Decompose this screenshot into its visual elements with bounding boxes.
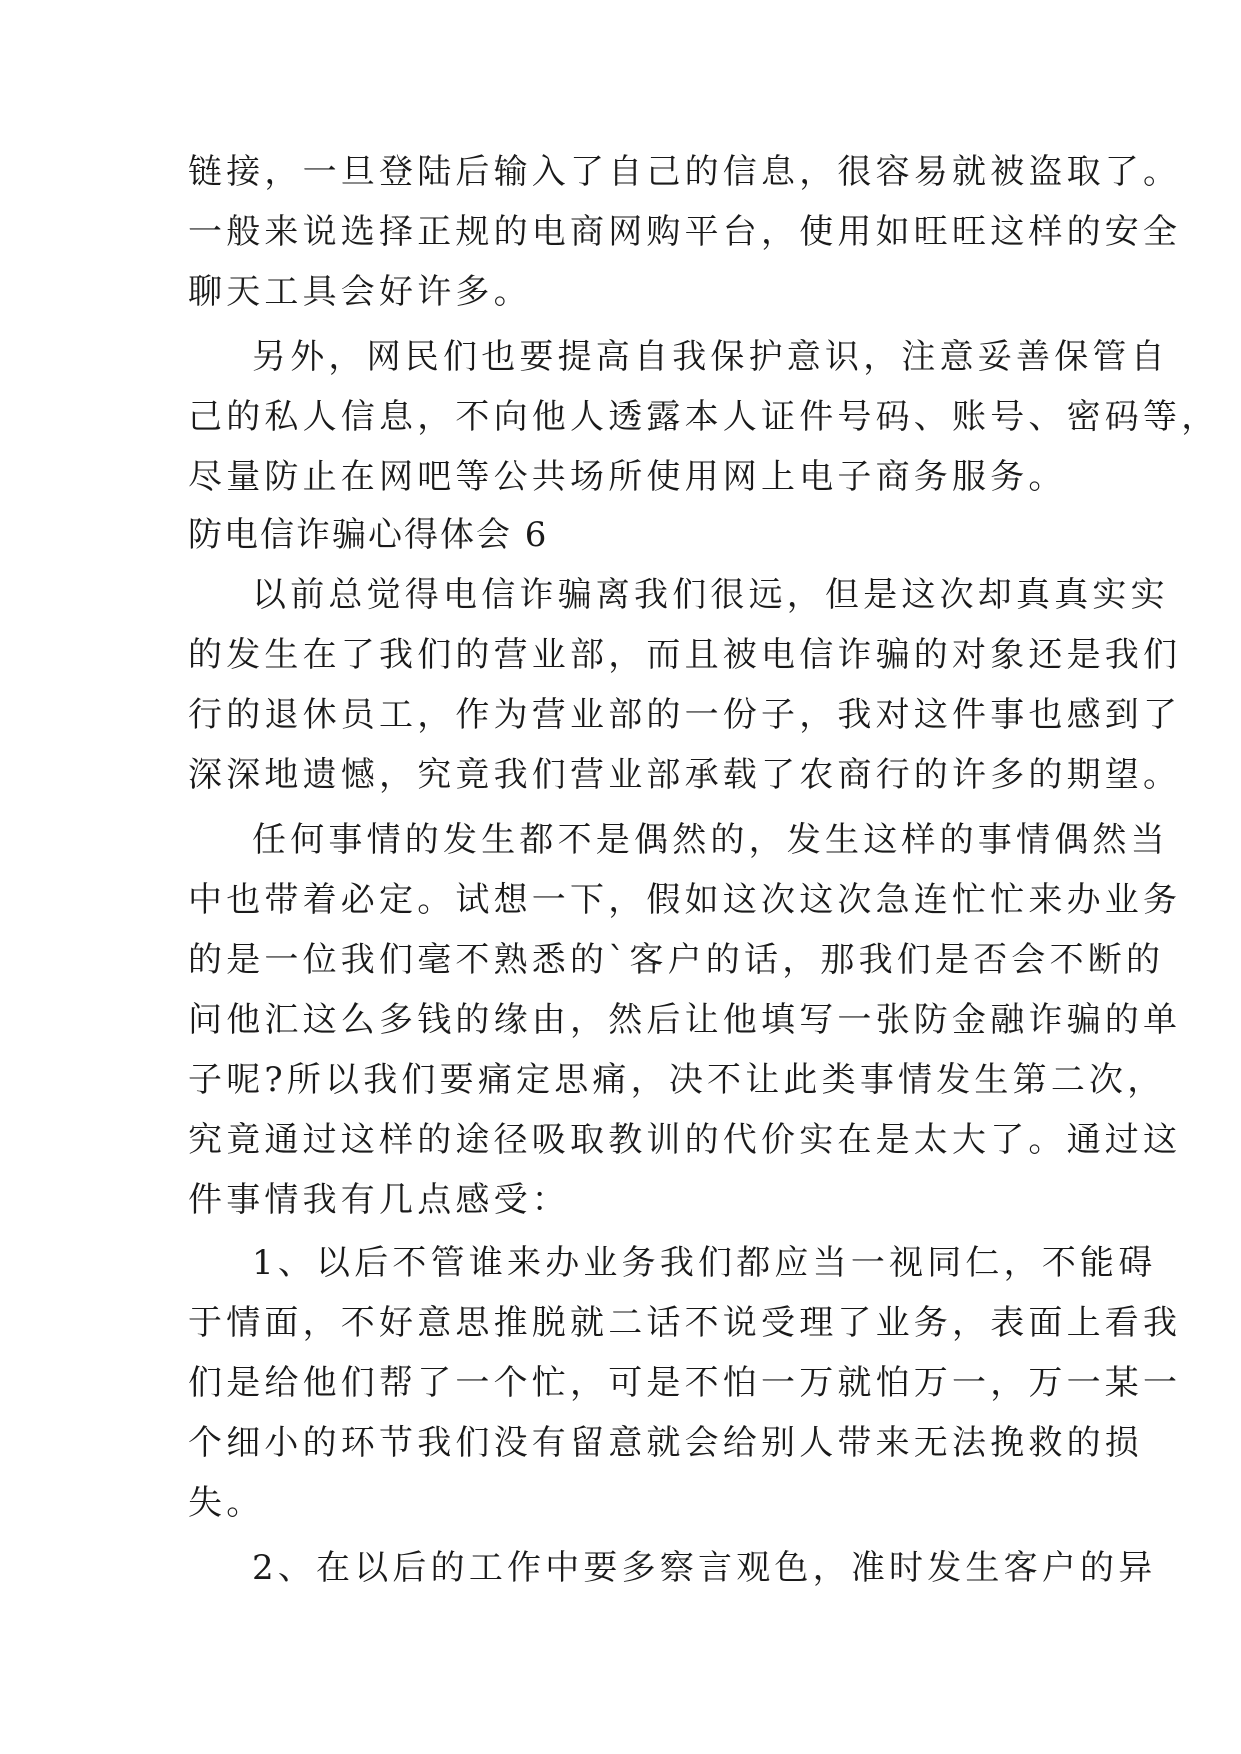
text-line: 聊天工具会好许多。 (188, 272, 532, 312)
text-line: 的是一位我们毫不熟悉的`客户的话，那我们是否会不断的 (188, 940, 1165, 980)
text-line: 个细小的环节我们没有留意就会给别人带来无法挽救的损 (188, 1423, 1143, 1463)
text-line: 以前总觉得电信诈骗离我们很远，但是这次却真真实实 (252, 575, 1169, 615)
text-line: 链接，一旦登陆后输入了自己的信息，很容易就被盗取了。 (188, 152, 1182, 192)
text-line: 另外，网民们也要提高自我保护意识，注意妥善保管自 (252, 337, 1169, 377)
text-line: 究竟通过这样的途径吸取教训的代价实在是太大了。通过这 (188, 1120, 1182, 1160)
text-line: 1、以后不管谁来办业务我们都应当一视同仁，不能碍 (252, 1243, 1157, 1283)
text-line: 中也带着必定。试想一下，假如这次这次急连忙忙来办业务 (188, 880, 1182, 920)
text-line: 失。 (188, 1483, 265, 1523)
text-line: 一般来说选择正规的电商网购平台，使用如旺旺这样的安全 (188, 212, 1182, 252)
text-line: 行的退休员工，作为营业部的一份子，我对这件事也感到了 (188, 695, 1182, 735)
text-line: 任何事情的发生都不是偶然的，发生这样的事情偶然当 (252, 820, 1169, 860)
text-line: 尽量防止在网吧等公共场所使用网上电子商务服务。 (188, 457, 1067, 497)
text-line: 2、在以后的工作中要多察言观色，准时发生客户的异 (252, 1548, 1157, 1588)
text-line: 己的私人信息，不向他人透露本人证件号码、账号、密码等， (188, 397, 1220, 437)
text-line: 于情面，不好意思推脱就二话不说受理了业务，表面上看我 (188, 1303, 1182, 1343)
section-heading: 防电信诈骗心得体会 6 (188, 515, 549, 555)
text-line: 子呢?所以我们要痛定思痛，决不让此类事情发生第二次， (188, 1060, 1166, 1100)
text-line: 的发生在了我们的营业部，而且被电信诈骗的对象还是我们 (188, 635, 1182, 675)
text-line: 问他汇这么多钱的缘由，然后让他填写一张防金融诈骗的单 (188, 1000, 1182, 1040)
text-line: 们是给他们帮了一个忙，可是不怕一万就怕万一，万一某一 (188, 1363, 1182, 1403)
text-line: 件事情我有几点感受： (188, 1180, 570, 1220)
text-line: 深深地遗憾，究竟我们营业部承载了农商行的许多的期望。 (188, 755, 1182, 795)
